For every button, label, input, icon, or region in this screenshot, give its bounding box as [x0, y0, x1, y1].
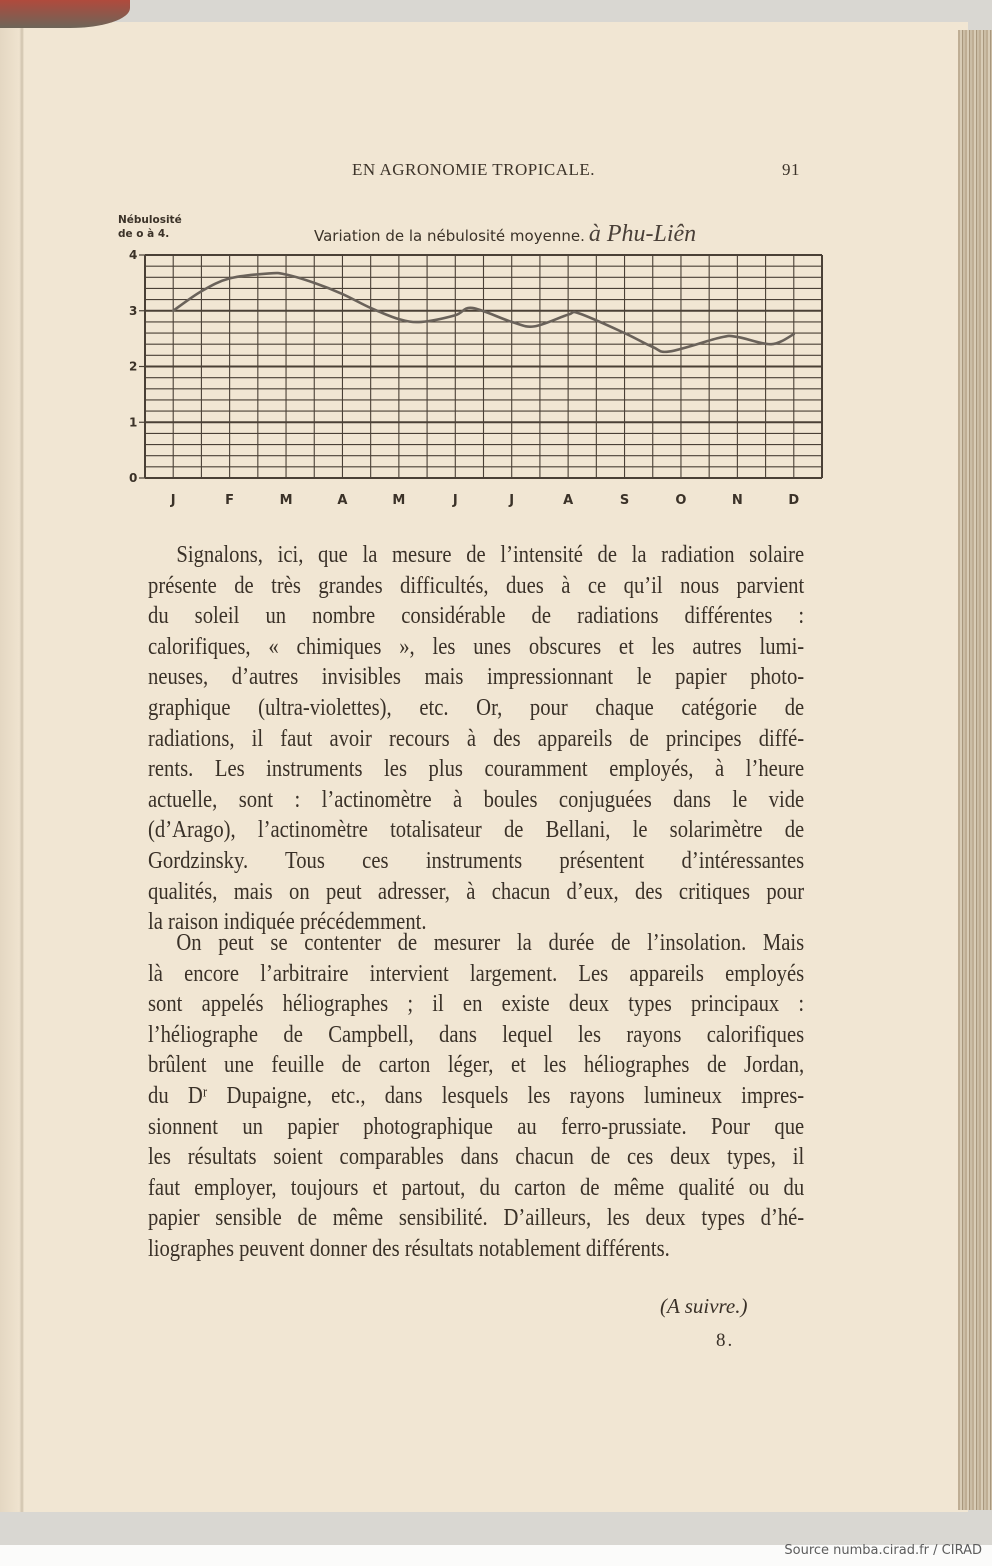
y-tick-label: 2: [129, 359, 138, 374]
paragraph-1: [148, 540, 804, 938]
text-line: liographes peuvent donner des résultats notablement différents.: [148, 1235, 670, 1262]
text-line: actuelle, sont : l’actinomètre à boules conjuguées dans le vide: [148, 786, 805, 813]
text-line: papier sensible de même sensibilité. D’ailleurs, les deux types d’hé-: [148, 1205, 805, 1232]
x-tick-label: J: [170, 493, 176, 508]
paragraph-2: [148, 928, 804, 1265]
text-line: radiations, il faut avoir recours à des appareils de principes diffé-: [148, 725, 805, 752]
y-tick-label: 0: [129, 471, 138, 485]
text-line: là encore l’arbitraire intervient largement. Les appareils employés: [148, 960, 805, 987]
text-line: sont appelés héliographes ; il en existe deux types principaux :: [148, 991, 805, 1018]
text-line: Signalons, ici, que la mesure de l’intensité de la radiation solaire: [176, 542, 805, 568]
nebulosity-chart: [0, 0, 992, 520]
x-tick-label: J: [509, 493, 515, 508]
text-line: On peut se contenter de mesurer la durée de l’insolation. Mais: [176, 930, 805, 956]
text-line: la raison indiquée précédemment.: [148, 909, 427, 936]
text-line: Gordzinsky. Tous ces instruments présentent d’intéressantes: [148, 847, 805, 874]
x-tick-label: F: [225, 493, 235, 508]
x-tick-label: O: [675, 493, 687, 508]
text-line: sionnent un papier photographique au ferro-prussiate. Pour que: [148, 1113, 805, 1140]
text-line: faut employer, toujours et partout, du carton de même qualité ou du: [148, 1174, 805, 1201]
text-line: graphique (ultra-violettes), etc. Or, pour chaque catégorie de: [148, 694, 805, 721]
y-axis-label-line1: Nébulosité: [118, 214, 182, 226]
text-line: du Dʳ Dupaigne, etc., dans lesquels les rayons lumineux impres-: [148, 1082, 805, 1109]
y-tick-label: 4: [129, 248, 138, 262]
signature-mark: 8.: [716, 1330, 735, 1351]
text-line: présente de très grandes difficultés, dues à ce qu’il nous parvient: [148, 572, 805, 599]
text-line: calorifiques, « chimiques », les unes obscures et les autres lumi-: [148, 633, 805, 660]
text-line: l’héliographe de Campbell, dans lequel les rayons calorifiques: [148, 1021, 805, 1048]
x-tick-label: J: [452, 493, 458, 508]
text-line: les résultats soient comparables dans chacun de ces deux types, il: [148, 1144, 805, 1171]
x-tick-label: D: [788, 493, 800, 508]
y-axis-label-line2: de o à 4.: [118, 228, 170, 240]
x-tick-label: A: [337, 493, 348, 508]
to-be-continued: (A suivre.): [660, 1294, 748, 1318]
running-head: EN AGRONOMIE TROPICALE.: [352, 160, 596, 179]
text-line: neuses, d’autres invisibles mais impressionnant le papier photo-: [148, 664, 805, 691]
text-line: (d’Arago), l’actinomètre totalisateur de Bellani, le solarimètre de: [148, 817, 805, 844]
text-line: rents. Les instruments les plus couramment employés, à l’heure: [148, 756, 805, 783]
chart-title-handwritten: à Phu-Liên: [588, 221, 697, 247]
x-tick-label: N: [731, 493, 743, 508]
text-line: du soleil un nombre considérable de radiations différentes :: [148, 603, 805, 630]
text-line: brûlent une feuille de carton léger, et les héliographes de Jordan,: [148, 1052, 805, 1079]
x-tick-label: M: [279, 493, 293, 508]
source-credit: Source numba.cirad.fr / CIRAD: [784, 1543, 982, 1558]
y-tick-label: 1: [129, 415, 138, 430]
y-tick-label: 3: [129, 303, 138, 318]
x-tick-label: S: [619, 493, 630, 508]
page-number: 91: [782, 160, 800, 179]
text-line: qualités, mais on peut adresser, à chacun d’eux, des critiques pour: [148, 878, 805, 905]
x-tick-label: A: [563, 493, 574, 508]
x-tick-label: M: [392, 493, 406, 508]
chart-title-text: Variation de la nébulosité moyenne.: [314, 227, 585, 245]
